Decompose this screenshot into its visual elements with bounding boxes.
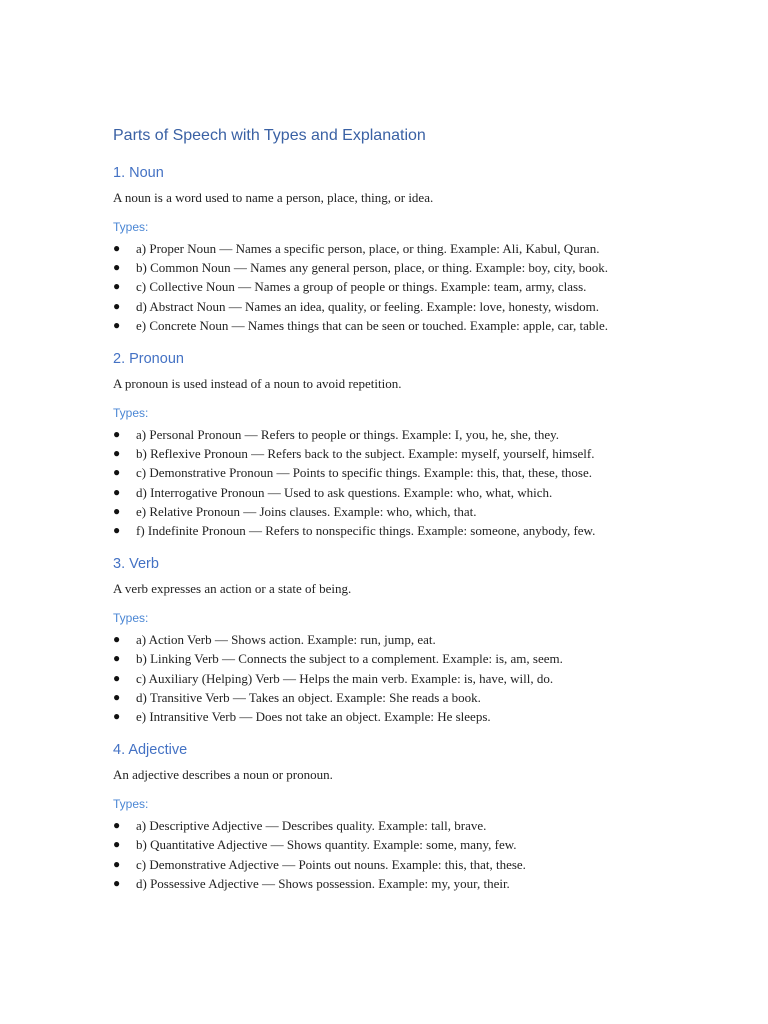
- document-title: Parts of Speech with Types and Explanation: [113, 127, 426, 144]
- list-item: [113, 669, 658, 688]
- section-pronoun: [113, 349, 658, 540]
- list-item: [113, 630, 658, 649]
- list-item: [113, 297, 658, 316]
- type-list: [113, 239, 658, 335]
- list-item-text: b) Reflexive Pronoun — Refers back to the subject. Example: myself, yourself, himself.: [136, 446, 595, 462]
- list-item: [113, 277, 658, 296]
- list-item: [113, 444, 658, 463]
- list-item: [113, 239, 658, 258]
- list-item-text: d) Possessive Adjective — Shows possession. Example: my, your, their.: [136, 875, 510, 891]
- bullet-icon: ●: [113, 875, 121, 890]
- list-item-text: c) Auxiliary (Helping) Verb — Helps the main verb. Example: is, have, will, do.: [136, 670, 554, 686]
- list-item: [113, 874, 658, 893]
- types-label: Types:: [113, 611, 149, 626]
- type-list: [113, 630, 658, 726]
- list-item: [113, 463, 658, 482]
- list-item: [113, 483, 658, 502]
- section-adjective: [113, 740, 658, 893]
- list-item: [113, 688, 658, 707]
- types-label: Types:: [113, 797, 149, 812]
- list-item: [113, 316, 658, 335]
- list-item-text: b) Linking Verb — Connects the subject to a complement. Example: is, am, seem.: [136, 651, 563, 667]
- section-description: A noun is a word used to name a person, place, thing, or idea.: [113, 190, 434, 205]
- types-label: Types:: [113, 220, 149, 234]
- list-item-text: a) Descriptive Adjective — Describes quality. Example: tall, brave.: [136, 818, 487, 834]
- bullet-icon: ●: [113, 241, 121, 255]
- list-item: [113, 649, 658, 668]
- section-verb: [113, 554, 658, 726]
- list-item: [113, 521, 658, 540]
- section-description: A verb expresses an action or a state of being.: [113, 581, 352, 597]
- list-item-text: b) Quantitative Adjective — Shows quantity. Example: some, many, few.: [136, 837, 517, 853]
- list-item: [113, 425, 658, 444]
- type-list: [113, 425, 658, 540]
- list-item: [113, 816, 658, 835]
- section-description: An adjective describes a noun or pronoun.: [113, 767, 333, 783]
- type-list: [113, 816, 658, 893]
- bullet-icon: ●: [113, 670, 121, 685]
- list-item-text: d) Abstract Noun — Names an idea, quality, or feeling. Example: love, honesty, wisdom.: [136, 298, 599, 314]
- document-content: [113, 125, 658, 893]
- list-item-text: a) Personal Pronoun — Refers to people or things. Example: I, you, he, she, they.: [136, 427, 560, 443]
- list-item-text: c) Collective Noun — Names a group of people or things. Example: team, army, class.: [136, 279, 587, 295]
- section-heading: 3. Verb: [113, 556, 159, 573]
- bullet-icon: ●: [113, 818, 121, 833]
- bullet-icon: ●: [113, 632, 121, 647]
- bullet-icon: ●: [113, 709, 121, 724]
- list-item-text: e) Intransitive Verb — Does not take an object. Example: He sleeps.: [136, 709, 491, 725]
- list-item: [113, 258, 658, 277]
- list-item-text: d) Interrogative Pronoun — Used to ask questions. Example: who, what, which.: [136, 484, 553, 500]
- bullet-icon: ●: [113, 689, 121, 704]
- bullet-icon: ●: [113, 484, 121, 499]
- list-item-text: d) Transitive Verb — Takes an object. Example: She reads a book.: [136, 689, 481, 705]
- list-item-text: e) Concrete Noun — Names things that can be seen or touched. Example: apple, car, table.: [136, 317, 609, 333]
- bullet-icon: ●: [113, 856, 121, 871]
- list-item: [113, 835, 658, 854]
- bullet-icon: ●: [113, 298, 121, 313]
- list-item-text: c) Demonstrative Adjective — Points out nouns. Example: this, that, these.: [136, 856, 526, 872]
- types-label: Types:: [113, 406, 149, 421]
- bullet-icon: ●: [113, 651, 121, 666]
- section-heading: 2. Pronoun: [113, 351, 184, 368]
- list-item-text: b) Common Noun — Names any general person, place, or thing. Example: boy, city, book.: [136, 260, 608, 276]
- list-item-text: c) Demonstrative Pronoun — Points to specific things. Example: this, that, these, those.: [136, 465, 593, 481]
- bullet-icon: ●: [113, 837, 121, 852]
- bullet-icon: ●: [113, 523, 121, 538]
- list-item-text: a) Action Verb — Shows action. Example: run, jump, eat.: [136, 632, 436, 648]
- bullet-icon: ●: [113, 260, 121, 275]
- section-heading: 1. Noun: [113, 165, 164, 181]
- bullet-icon: ●: [113, 427, 121, 442]
- list-item: [113, 502, 658, 521]
- section-heading: 4. Adjective: [113, 742, 188, 759]
- list-item-text: a) Proper Noun — Names a specific person, place, or thing. Example: Ali, Kabul, Quran.: [136, 241, 600, 256]
- bullet-icon: ●: [113, 503, 121, 518]
- bullet-icon: ●: [113, 279, 121, 294]
- section-description: A pronoun is used instead of a noun to avoid repetition.: [113, 376, 402, 392]
- bullet-icon: ●: [113, 446, 121, 461]
- bullet-icon: ●: [113, 317, 121, 332]
- section-noun: [113, 163, 658, 335]
- list-item: [113, 855, 658, 874]
- list-item-text: f) Indefinite Pronoun — Refers to nonspecific things. Example: someone, anybody, few.: [136, 523, 596, 539]
- list-item-text: e) Relative Pronoun — Joins clauses. Example: who, which, that.: [136, 503, 477, 519]
- bullet-icon: ●: [113, 465, 121, 480]
- list-item: [113, 707, 658, 726]
